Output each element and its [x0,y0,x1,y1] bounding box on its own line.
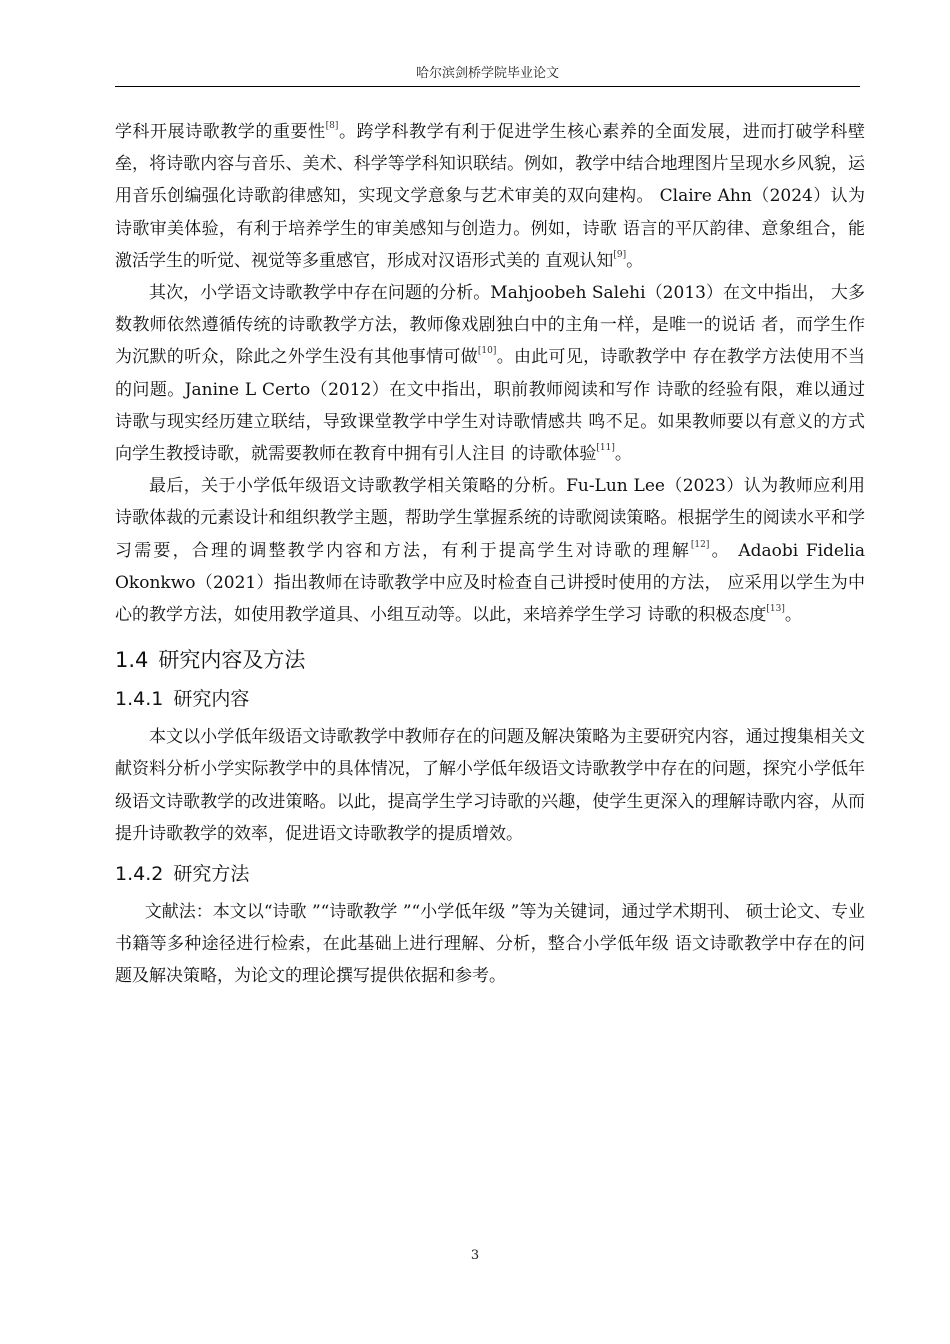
page-header: 哈尔滨剑桥学院毕业论文 [415,66,559,81]
paragraph-text: 最后，关于小学低年级语文诗歌教学相关策略的分析。Fu-Lun Lee（2023）认为教师应利用诗歌体裁的元素设计和组织教学主题，帮助学生掌握系统的诗歌阅读策略。根据学生的阅读水平和学习需要，合理的调整教学内容和方法，有利于提高学生对诗歌的理解 [115,476,865,561]
section-heading-1-4-2 [115,860,865,888]
paragraph-text: 。 [626,250,644,271]
paragraph-interdisciplinary [115,116,865,277]
document-body [115,116,865,993]
paragraph-text: 。 [614,444,632,465]
paragraph-problems-analysis [115,277,865,470]
paragraph-text: 其次，小学语文诗歌教学中存在问题的分析。Mahjoobeh Salehi（2013）在文中指出， 大多数教师依然遵循传统的诗歌教学方法，教师像戏剧独白中的主角一样，是唯一的说话 者，而学生作为沉默的听众，除此之外学生没有其他事情可做 [115,283,865,368]
paragraph-text: 。跨学科教学有利于促进学生核心素养的全面发展，进而打破学科壁垒，将诗歌内容与音乐、美术、科学等学科知识联结。例如，教学中结合地理图片呈现水乡风貌，运用音乐创编强化诗歌韵律感知，实现文学意象与艺术审美的双向建构。 Claire Ahn（2024）认为诗歌审美体验，有利于培养学生的审美感知与创造力。例如，诗歌 语言的平仄韵律、意象组合，能激活学生的听觉、视觉等多重感官，形成对汉语形式美的 直观认知 [115,122,866,271]
section-number: 1.4.1 [115,688,164,711]
paragraph-text: 。 Adaobi Fidelia Okonkwo（2021）指出教师在诗歌教学中应及时检查自己讲授时使用的方法， 应采用以学生为中心的教学方法，如使用教学道具、小组互动等。以此，来培养学生学习 诗歌的积极态度 [115,540,866,626]
citation-ref[interactable]: [13] [766,604,785,615]
paragraph-strategies-analysis [115,470,865,631]
paragraph-text: 。由此可见，诗歌教学中 存在教学方法使用不当的问题。Janine L Certo（2012）在文中指出，职前教师阅读和写作 诗歌的经验有限，难以通过诗歌与现实经历建立联结，导致课堂教学中学生对诗歌情感共 鸣不足。如果教师要以有意义的方式向学生教授诗歌，就需要教师在教育中拥有引人注目 的诗歌体验 [115,347,866,465]
paragraph-research-method: 文献法：本文以“诗歌 ”“诗歌教学 ”“小学低年级 ”等为关键词，通过学术期刊、 硕士论文、专业书籍等多种途径进行检索，在此基础上进行理解、分析，整合小学低年级 语文诗歌教学中存在的问题及解决策略，为论文的理论撰写提供依据和参考。 [115,902,865,987]
citation-ref[interactable]: [9] [613,249,627,260]
paragraph-research-content: 本文以小学低年级语文诗歌教学中教师存在的问题及解决策略为主要研究内容，通过搜集相关文献资料分析小学实际教学中的具体情况，了解小学低年级语文诗歌教学中存在的问题，探究小学低年级语文诗歌教学的改进策略。以此，提高学生学习诗歌的兴趣，使学生更深入的理解诗歌内容，从而提升诗歌教学的效率，促进语文诗歌教学的提质增效。 [115,727,865,844]
paragraph-text: 学科开展诗歌教学的重要性 [115,122,326,142]
header-divider [115,86,860,87]
section-number: 1.4.2 [115,863,164,886]
page-number: 3 [470,1248,480,1263]
section-title: 研究方法 [173,863,250,886]
citation-ref[interactable]: [8] [325,121,339,131]
section-number: 1.4 [115,648,149,673]
citation-ref[interactable]: [10] [477,346,497,357]
citation-ref[interactable]: [12] [690,539,710,550]
section-heading-1-4-1 [115,685,865,713]
section-heading-1-4 [115,645,865,675]
section-title: 研究内容 [173,688,250,711]
section-title: 研究内容及方法 [158,648,306,673]
paragraph-text: 。 [784,605,802,626]
citation-ref[interactable]: [11] [596,443,615,454]
